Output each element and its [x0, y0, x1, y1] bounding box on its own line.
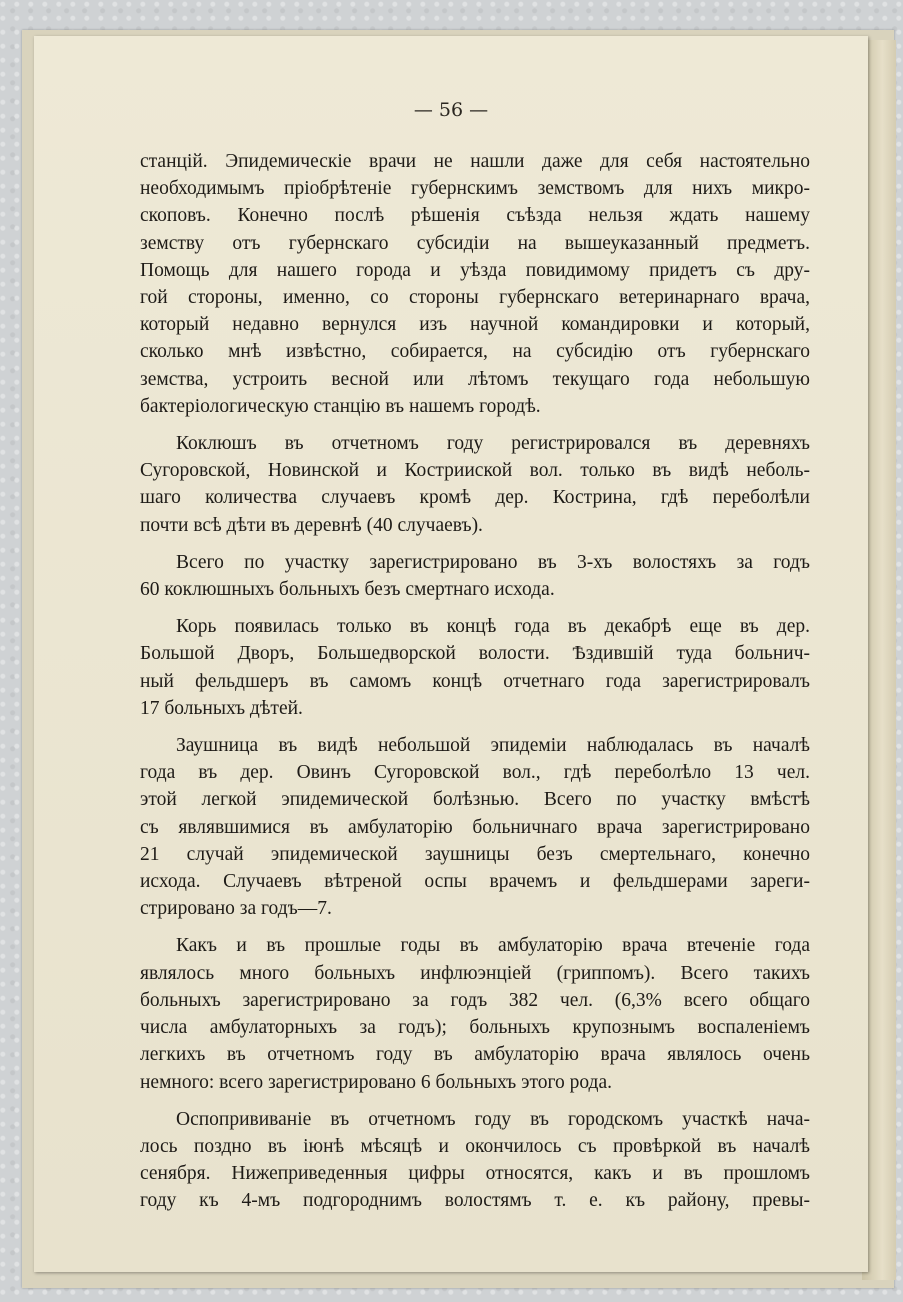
text-line: необходимымъ пріобрѣтеніе губернскимъ земствомъ для нихъ микро-: [140, 178, 810, 200]
text-line: лось поздно въ іюнѣ мѣсяцѣ и окончилось съ провѣркой въ началѣ: [140, 1135, 810, 1157]
text-line: являлось много больныхъ инфлюэнціей (гриппомъ). Всего такихъ: [140, 962, 810, 984]
text-line: Корь появилась только въ концѣ года въ декабрѣ еще въ дер.: [176, 616, 810, 638]
text-line: 21 случай эпидемической заушницы безъ смертельнаго, конечно: [140, 843, 810, 865]
text-line: году къ 4-мъ подгороднимъ волостямъ т. е. къ району, превы-: [140, 1190, 810, 1212]
text-line: больныхъ зарегистрировано за годъ 382 чел. (6,3% всего общаго: [140, 989, 810, 1011]
text-line: Сугоровской, Новинской и Кострииской вол. только въ видѣ неболь-: [140, 460, 810, 482]
text-line: немного: всего зарегистрировано 6 больныхъ этого рода.: [140, 1071, 612, 1093]
text-line: съ являвшимися въ амбулаторію больничнаго врача зарегистрировано: [140, 816, 810, 838]
text-line: исхода. Случаевъ вѣтреной оспы врачемъ и фельдшерами зареги-: [140, 871, 810, 893]
paragraph-influenza: [140, 932, 810, 1095]
paragraph-vaccination: [140, 1106, 810, 1215]
page-number: — 56 —: [413, 99, 489, 121]
paragraph-whooping-cough-total: [140, 549, 810, 603]
text-line: который недавно вернулся изъ научной командировки и который,: [140, 314, 810, 336]
text-line: Оспопрививаніе въ отчетномъ году въ городскомъ участкѣ нача-: [176, 1108, 810, 1130]
text-line: Помощь для нашего города и уѣзда повидимому придетъ съ дру-: [140, 259, 810, 281]
text-line: 60 коклюшныхъ больныхъ безъ смертнаго исхода.: [140, 579, 555, 601]
text-line: сенября. Нижеприведенныя цифры относятся, какъ и въ прошломъ: [140, 1163, 810, 1185]
text-line: почти всѣ дѣти въ деревнѣ (40 случаевъ).: [140, 514, 483, 536]
text-line: Большой Дворъ, Большедворской волости. Ѣздившій туда больнич-: [140, 643, 810, 665]
text-line: Коклюшъ въ отчетномъ году регистрировался въ деревняхъ: [176, 433, 810, 455]
paragraph-measles: [140, 613, 810, 722]
text-line: стрировано за годъ—7.: [140, 898, 332, 920]
text-line: земства, устроить весной или лѣтомъ текущаго года небольшую: [140, 368, 810, 390]
text-line: Какъ и въ прошлые годы въ амбулаторію врача втеченіе года: [176, 935, 810, 957]
text-line: числа амбулаторныхъ за годъ); больныхъ крупознымъ воспаленіемъ: [140, 1017, 810, 1039]
document-page: [34, 36, 868, 1272]
text-line: скоповъ. Конечно послѣ рѣшенія съѣзда нельзя ждать нашему: [140, 205, 810, 227]
text-line: Заушница въ видѣ небольшой эпидеміи наблюдалась въ началѣ: [176, 735, 810, 757]
text-line: станцій. Эпидемическіе врачи не нашли даже для себя настоятельно: [140, 151, 810, 172]
body-text: [140, 148, 810, 1225]
text-line: года въ дер. Овинъ Сугоровской вол., гдѣ переболѣло 13 чел.: [140, 762, 810, 784]
text-line: ный фельдшеръ въ самомъ концѣ отчетнаго года зарегистрировалъ: [140, 670, 810, 692]
text-line: 17 больныхъ дѣтей.: [140, 697, 303, 719]
text-line: Всего по участку зарегистрировано въ 3-хъ волостяхъ за годъ: [176, 551, 810, 573]
paragraph-microscopes: [140, 148, 810, 420]
text-line: легкихъ въ отчетномъ году въ амбулаторію врача являлось очень: [140, 1044, 810, 1066]
text-line: шаго количества случаевъ кромѣ дер. Кострина, гдѣ переболѣли: [140, 487, 810, 509]
text-line: земству отъ губернскаго субсидіи на вышеуказанный предметъ.: [140, 232, 810, 254]
text-line: этой легкой эпидемической болѣзнью. Всего по участку вмѣстѣ: [140, 789, 810, 811]
text-line: бактеріологическую станцію въ нашемъ городѣ.: [140, 395, 541, 417]
text-line: сколько мнѣ извѣстно, собирается, на субсидію отъ губернскаго: [140, 341, 810, 363]
paragraph-whooping-cough: [140, 430, 810, 539]
paragraph-mumps: [140, 732, 810, 922]
text-line: гой стороны, именно, со стороны губернскаго ветеринарнаго врача,: [140, 287, 810, 309]
